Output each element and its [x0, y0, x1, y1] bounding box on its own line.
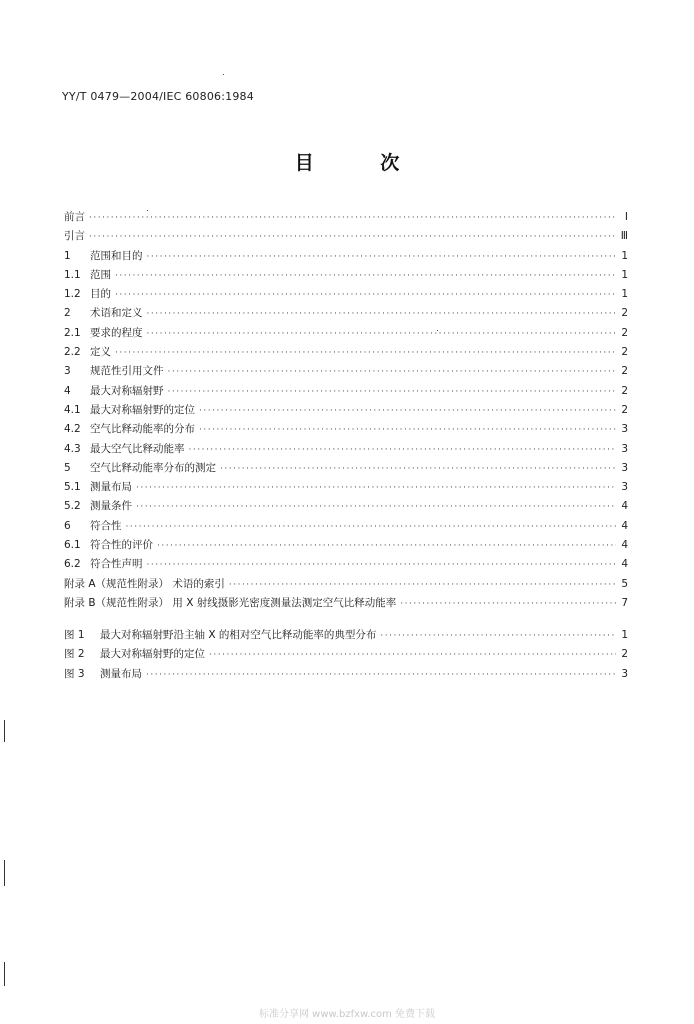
toc-entry-label: 符合性 — [90, 519, 122, 532]
figure-list — [64, 626, 628, 684]
dot-leader — [209, 646, 616, 665]
toc-entry — [64, 440, 628, 459]
toc-entry — [64, 459, 628, 478]
toc-entry — [64, 594, 628, 613]
toc-entry-page: 2 — [621, 326, 628, 339]
dot-leader — [115, 267, 616, 286]
toc-entry-number: 5.2 — [64, 500, 81, 513]
toc-entry — [64, 266, 628, 285]
toc-entry — [64, 497, 628, 516]
toc-entry-number: 图 3 — [64, 667, 85, 680]
toc-entry-page: 4 — [621, 500, 628, 513]
dot-leader — [89, 209, 616, 228]
dot-leader — [147, 305, 617, 324]
dot-leader — [147, 325, 617, 344]
toc-entry-page: 4 — [621, 519, 628, 532]
dot-leader — [115, 286, 616, 305]
toc-entry-number: 5 — [64, 461, 71, 474]
toc-entry — [64, 304, 628, 323]
toc-entry-page: 3 — [621, 423, 628, 436]
toc-entry — [64, 382, 628, 401]
toc-entry-number: 5.1 — [64, 481, 81, 494]
toc-entry — [64, 536, 628, 555]
toc-entry-number: 4.1 — [64, 403, 81, 416]
toc-entry-page: 1 — [621, 288, 628, 301]
scan-speck — [147, 210, 148, 211]
toc-entry-label: 要求的程度 — [90, 326, 143, 339]
toc-entry — [64, 478, 628, 497]
toc-entry-label: 目的 — [90, 288, 111, 301]
toc-entry-label: 范围 — [90, 268, 111, 281]
toc-entry-number: 2.2 — [64, 346, 81, 359]
toc-entry — [64, 420, 628, 439]
toc-entry-page: Ⅲ — [620, 230, 628, 243]
toc-entry — [64, 324, 628, 343]
toc-entry-number: 1.2 — [64, 288, 81, 301]
toc-entry-page: 3 — [621, 442, 628, 455]
toc-entry-page: 5 — [621, 577, 628, 590]
dot-leader — [115, 344, 616, 363]
download-watermark: 标准分享网 www.bzfxw.com 免费下载 — [259, 1009, 435, 1020]
toc-entry-label: 规范性引用文件 — [90, 365, 164, 378]
toc-entry-label: 测量布局 — [100, 667, 142, 680]
toc-entry-page: 7 — [621, 596, 628, 609]
toc-entry-page: 2 — [621, 648, 628, 661]
toc-entry-number: 2.1 — [64, 326, 81, 339]
toc-entry-number: 4.3 — [64, 442, 81, 455]
dot-leader — [146, 666, 616, 685]
toc-entry-number: 6.1 — [64, 539, 81, 552]
standard-code-header: YY/T 0479—2004/IEC 60806:1984 — [62, 90, 254, 103]
dot-leader — [400, 595, 616, 614]
toc-entry-label: 附录 B（规范性附录） 用 X 射线摄影光密度测量法测定空气比释动能率 — [64, 596, 397, 609]
dot-leader — [229, 576, 616, 595]
dot-leader — [199, 402, 616, 421]
toc-entry-number: 1 — [64, 249, 71, 262]
toc-entry — [64, 401, 628, 420]
dot-leader — [147, 556, 617, 575]
toc-entry-label: 附录 A（规范性附录） 术语的索引 — [64, 577, 225, 590]
toc-entry-page: 4 — [621, 539, 628, 552]
dot-leader — [147, 248, 617, 267]
toc-entry — [64, 645, 628, 664]
toc-entry — [64, 362, 628, 381]
toc-entry-number: 3 — [64, 365, 71, 378]
toc-entry — [64, 626, 628, 645]
toc-entry-label: 符合性的评价 — [90, 539, 153, 552]
toc-entry-label: 测量条件 — [90, 500, 132, 513]
scan-margin-mark — [4, 962, 5, 986]
toc-entry-label: 符合性声明 — [90, 558, 143, 571]
toc-entry-label: 最大对称辐射野的定位 — [100, 648, 205, 661]
toc-entry — [64, 517, 628, 536]
toc-entry-page: 3 — [621, 667, 628, 680]
dot-leader — [136, 498, 616, 517]
toc-entry-page: 2 — [621, 403, 628, 416]
toc-entry-label: 最大对称辐射野的定位 — [90, 403, 195, 416]
toc-entry-page: I — [624, 211, 628, 223]
toc-entry-page: 2 — [621, 307, 628, 320]
dot-leader — [126, 518, 617, 537]
toc-entry-page: 3 — [621, 461, 628, 474]
toc-entry-label: 定义 — [90, 346, 111, 359]
toc-entry — [64, 665, 628, 684]
dot-leader — [220, 460, 616, 479]
toc-entry — [64, 343, 628, 362]
scan-margin-mark — [4, 720, 5, 742]
toc-entry-number: 6 — [64, 519, 71, 532]
toc-entry-page: 1 — [621, 249, 628, 262]
toc-entry-number: 图 2 — [64, 648, 85, 661]
toc-entry-page: 2 — [621, 384, 628, 397]
scan-speck — [437, 330, 438, 331]
scan-margin-mark — [4, 860, 5, 886]
toc-entry-page: 1 — [621, 629, 628, 641]
dot-leader — [189, 441, 617, 460]
toc-entry-number: 图 1 — [64, 629, 85, 641]
dot-leader — [380, 627, 616, 646]
toc-entry-number: 1.1 — [64, 268, 81, 281]
toc-entry-label: 最大对称辐射野 — [90, 384, 164, 397]
toc-entry-label: 测量布局 — [90, 481, 132, 494]
toc-entry — [64, 227, 628, 246]
toc-entry-label: 范围和目的 — [90, 249, 143, 262]
dot-leader — [199, 421, 616, 440]
dot-leader — [89, 228, 616, 247]
toc-entry — [64, 285, 628, 304]
toc-entry-page: 3 — [621, 481, 628, 494]
toc-entry-label: 最大对称辐射野沿主轴 X 的相对空气比释动能率的典型分布 — [100, 629, 377, 641]
toc-entry-label: 空气比释动能率分布的测定 — [90, 461, 216, 474]
toc-entry — [64, 208, 628, 227]
toc-entry-number: 4.2 — [64, 423, 81, 436]
toc-entry-number: 2 — [64, 307, 71, 320]
toc-entry-number: 4 — [64, 384, 71, 397]
dot-leader — [157, 537, 616, 556]
scan-speck — [223, 74, 224, 75]
toc-entry-label: 引言 — [64, 230, 85, 243]
toc-entry-label: 最大空气比释动能率 — [90, 442, 185, 455]
toc-entry-page: 4 — [621, 558, 628, 571]
toc-entry — [64, 555, 628, 574]
table-of-contents — [64, 208, 628, 613]
toc-entry-label: 空气比释动能率的分布 — [90, 423, 195, 436]
toc-entry-label: 前言 — [64, 211, 85, 223]
toc-entry-page: 2 — [621, 346, 628, 359]
toc-entry-label: 术语和定义 — [90, 307, 143, 320]
dot-leader — [168, 363, 617, 382]
page-title: 目 次 — [294, 152, 430, 174]
dot-leader — [168, 383, 617, 402]
toc-entry — [64, 247, 628, 266]
toc-entry-number: 6.2 — [64, 558, 81, 571]
toc-entry — [64, 575, 628, 594]
toc-entry-page: 1 — [621, 268, 628, 281]
dot-leader — [136, 479, 616, 498]
toc-entry-page: 2 — [621, 365, 628, 378]
